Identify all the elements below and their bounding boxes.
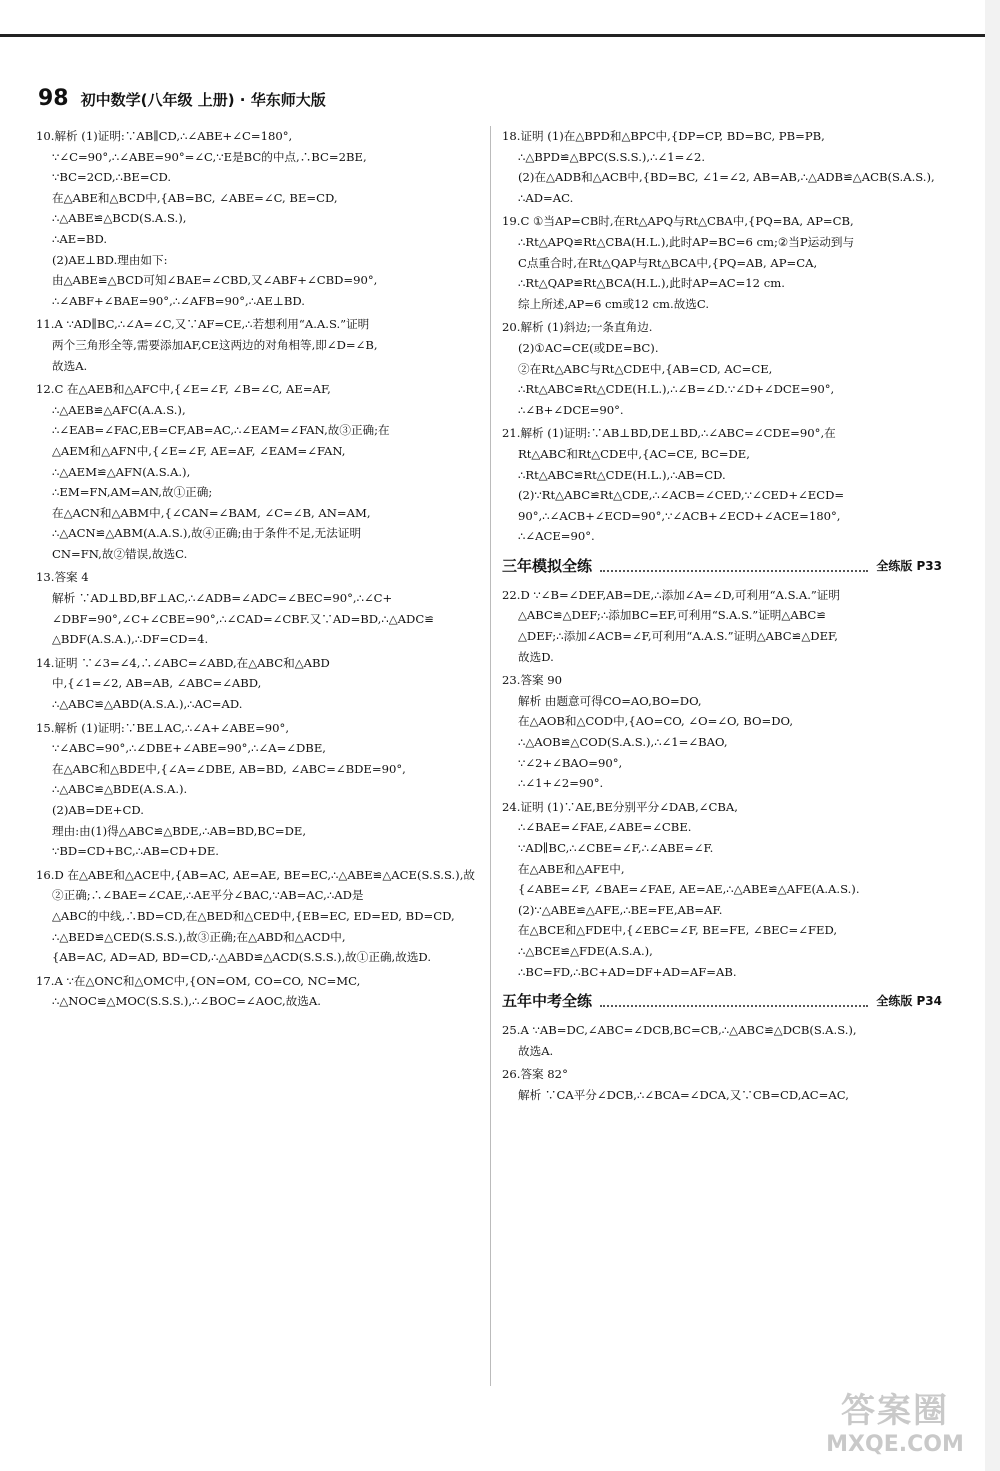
answer-line: ∴∠1+∠2=90°. bbox=[518, 776, 604, 791]
answer-item bbox=[36, 567, 484, 649]
answer-item bbox=[502, 1064, 942, 1105]
answer-item bbox=[36, 653, 484, 715]
answer-line: ∠DBF=90°,∠C+∠CBE=90°,∴∠CAD=∠CBF.又∵AD=BD,∴△ADC≌ bbox=[52, 611, 434, 626]
answer-item bbox=[502, 317, 942, 420]
answer-item bbox=[36, 718, 484, 862]
answer-line: (2)AB=DE+CD. bbox=[52, 803, 144, 817]
answer-line: △ABC的中线,∴BD=CD,在△BED和△CED中,{EB=EC, ED=ED, BD=CD, bbox=[52, 908, 455, 923]
watermark-site: MXQE.COM bbox=[826, 1432, 964, 1457]
answer-line: 16.D 在△ABE和△ACE中,{AB=AC, AE=AE, BE=EC,∴△ABE≌△ACE(S.S.S.),故 bbox=[36, 867, 475, 882]
answer-line: ∵∠2+∠BAO=90°, bbox=[518, 755, 623, 770]
answer-line: 20.解析 (1)斜边;一条直角边. bbox=[502, 320, 653, 335]
answer-line: 解析 由题意可得CO=AO,BO=DO, bbox=[518, 693, 702, 708]
answer-line: 在△BCE和△FDE中,{∠EBC=∠F, BE=FE, ∠BEC=∠FED, bbox=[518, 923, 838, 938]
answer-line: ∴Rt△APQ≌Rt△CBA(H.L.),此时AP=BC=6 cm;②当P运动到与 bbox=[518, 234, 855, 249]
watermark-main: 答案圈 bbox=[841, 1391, 949, 1431]
answer-line: 25.A ∵AB=DC,∠ABC=∠DCB,BC=CB,∴△ABC≌△DCB(S.A.S.), bbox=[502, 1023, 857, 1038]
answer-line: ∴∠BAE=∠FAE,∠ABE=∠CBE. bbox=[518, 820, 692, 835]
answer-line: ∴△BPD≌△BPC(S.S.S.),∴∠1=∠2. bbox=[518, 149, 706, 164]
answer-item bbox=[36, 865, 484, 968]
page-number: 98 bbox=[38, 86, 69, 111]
answer-item bbox=[502, 1020, 942, 1061]
answer-line: 故选A. bbox=[52, 358, 88, 373]
answer-line: (2)∵△ABE≌△AFE,∴BE=FE,AB=AF. bbox=[518, 902, 723, 917]
answer-line: ∴△ABC≌△BDE(A.S.A.). bbox=[52, 782, 188, 797]
section-title: 五年中考全练 bbox=[502, 991, 593, 1010]
answer-line: C点重合时,在Rt△QAP与Rt△BCA中,{PQ=AB, AP=CA, bbox=[518, 255, 818, 270]
answer-item bbox=[36, 379, 484, 564]
answer-line: 22.D ∵∠B=∠DEF,AB=DE,∴添加∠A=∠D,可利用“A.S.A.”证明 bbox=[502, 587, 840, 602]
answer-line: 解析 ∵CA平分∠DCB,∴∠BCA=∠DCA,又∵CB=CD,AC=AC, bbox=[518, 1087, 849, 1102]
answer-item bbox=[502, 126, 942, 208]
section-header bbox=[502, 988, 942, 1014]
answer-line: 理由:由(1)得△ABC≌△BDE,∴AB=BD,BC=DE, bbox=[52, 823, 307, 838]
watermark-logo bbox=[800, 1383, 990, 1463]
answer-line: ∴△NOC≌△MOC(S.S.S.),∴∠BOC=∠AOC,故选A. bbox=[52, 994, 321, 1009]
answer-item bbox=[36, 314, 484, 376]
answer-line: △BDF(A.S.A.),∴DF=CD=4. bbox=[52, 632, 209, 647]
section-leader-dots bbox=[600, 995, 868, 1007]
answer-line: 17.A ∵在△ONC和△OMC中,{ON=OM, CO=CO, NC=MC, bbox=[36, 973, 361, 988]
left-column bbox=[36, 126, 484, 1015]
answer-line: 14.证明 ∵∠3=∠4,∴∠ABC=∠ABD,在△ABC和△ABD bbox=[36, 655, 330, 670]
answer-line: 15.解析 (1)证明:∵BE⊥AC,∴∠A+∠ABE=90°, bbox=[36, 720, 290, 735]
answer-line: ②在Rt△ABC与Rt△CDE中,{AB=CD, AC=CE, bbox=[518, 361, 773, 376]
answer-line: {AB=AC, AD=AD, BD=CD,∴△ABD≌△ACD(S.S.S.),故①正确,故选D. bbox=[52, 950, 431, 965]
answer-line: 两个三角形全等,需要添加AF,CE这两边的对角相等,即∠D=∠B, bbox=[52, 337, 378, 352]
section-page-ref: 全练版 P34 bbox=[876, 993, 942, 1008]
answer-line: ∴△ABE≌△BCD(S.A.S.), bbox=[52, 211, 187, 226]
answer-line: 中,{∠1=∠2, AB=AB, ∠ABC=∠ABD, bbox=[52, 676, 262, 691]
answer-line: 在△ABC和△BDE中,{∠A=∠DBE, AB=BD, ∠ABC=∠BDE=90°, bbox=[52, 761, 406, 776]
answer-line: 19.C ①当AP=CB时,在Rt△APQ与Rt△CBA中,{PQ=BA, AP=CB, bbox=[502, 214, 854, 229]
answer-line: (2)在△ADB和△ACB中,{BD=BC, ∠1=∠2, AB=AB,∴△ADB≌△ACB(S.A.S.), bbox=[518, 170, 935, 185]
section-title: 三年模拟全练 bbox=[502, 556, 593, 575]
answer-line: 在△ABE和△BCD中,{AB=BC, ∠ABE=∠C, BE=CD, bbox=[52, 190, 338, 205]
answer-line: ∴△AEB≌△AFC(A.A.S.), bbox=[52, 402, 186, 417]
answer-item bbox=[502, 211, 942, 314]
answer-line: 在△AOB和△COD中,{AO=CO, ∠O=∠O, BO=DO, bbox=[518, 714, 794, 729]
answer-line: 在△ACN和△ABM中,{∠CAN=∠BAM, ∠C=∠B, AN=AM, bbox=[52, 505, 371, 520]
page-edge-shadow bbox=[985, 0, 1000, 1471]
answer-line: (2)①AC=CE(或DE=BC). bbox=[518, 340, 659, 355]
answer-line: 由△ABE≌△BCD可知∠BAE=∠CBD,又∠ABF+∠CBD=90°, bbox=[52, 273, 378, 288]
answer-line: △DEF;∴添加∠ACB=∠F,可利用“A.A.S.”证明△ABC≌△DEF, bbox=[518, 629, 838, 644]
answer-line: ∴△AOB≌△COD(S.A.S.),∴∠1=∠BAO, bbox=[518, 735, 728, 750]
answer-line: ∵∠C=90°,∴∠ABE=90°=∠C,∵E是BC的中点,∴BC=2BE, bbox=[52, 149, 367, 164]
answer-line: 90°,∴∠ACB+∠ECD=90°,∵∠ACB+∠ECD+∠ACE=180°, bbox=[518, 508, 841, 523]
page-header bbox=[38, 86, 326, 114]
answer-line: ∴AE=BD. bbox=[52, 231, 108, 246]
answer-line: ∴BC=FD,∴BC+AD=DF+AD=AF=AB. bbox=[518, 964, 737, 979]
answer-line: ②正确;∴∠BAE=∠CAE,∴AE平分∠BAC,∵AB=AC,∴AD是 bbox=[52, 888, 364, 903]
answer-item bbox=[502, 585, 942, 667]
answer-line: ∴△ACN≌△ABM(A.A.S.),故④正确;由于条件不足,无法证明 bbox=[52, 526, 362, 541]
answer-line: △AEM和△AFN中,{∠E=∠F, AE=AF, ∠EAM=∠FAN, bbox=[52, 443, 346, 458]
answer-line: Rt△ABC和Rt△CDE中,{AC=CE, BC=DE, bbox=[518, 446, 750, 461]
answer-line: 23.答案 90 bbox=[502, 673, 563, 688]
answer-line: ∵BC=2CD,∴BE=CD. bbox=[52, 170, 172, 185]
answer-item bbox=[502, 670, 942, 794]
answer-line: {∠ABE=∠F, ∠BAE=∠FAE, AE=AE,∴△ABE≌△AFE(A.A.S.). bbox=[518, 882, 860, 897]
answer-line: ∴△ABC≌△ABD(A.S.A.),∴AC=AD. bbox=[52, 697, 243, 712]
answer-line: ∴△BCE≌△FDE(A.S.A.), bbox=[518, 943, 653, 958]
answer-item bbox=[36, 126, 484, 311]
book-title: 初中数学(八年级 上册) · 华东师大版 bbox=[80, 91, 326, 109]
answer-line: 26.答案 82° bbox=[502, 1067, 568, 1082]
answer-line: 11.A ∵AD∥BC,∴∠A=∠C,又∵AF=CE,∴若想利用“A.A.S.”证明 bbox=[36, 317, 370, 332]
answer-line: 13.答案 4 bbox=[36, 570, 89, 585]
answer-line: 12.C 在△AEB和△AFC中,{∠E=∠F, ∠B=∠C, AE=AF, bbox=[36, 382, 331, 397]
section-header bbox=[502, 553, 942, 579]
answer-line: ∴Rt△QAP≌Rt△BCA(H.L.),此时AP=AC=12 cm. bbox=[518, 276, 785, 291]
section-leader-dots bbox=[600, 560, 868, 572]
answer-line: ∵BD=CD+BC,∴AB=CD+DE. bbox=[52, 844, 219, 859]
answer-line: 综上所述,AP=6 cm或12 cm.故选C. bbox=[518, 296, 710, 311]
answer-line: △ABC≌△DEF;∴添加BC=EF,可利用“S.A.S.”证明△ABC≌ bbox=[518, 608, 827, 623]
answer-line: 故选D. bbox=[518, 649, 554, 664]
answer-line: ∴∠ABF+∠BAE=90°,∴∠AFB=90°,∴AE⊥BD. bbox=[52, 293, 305, 308]
answer-line: ∴AD=AC. bbox=[518, 190, 574, 205]
answer-line: ∴∠B+∠DCE=90°. bbox=[518, 402, 624, 417]
answer-line: 24.证明 (1)∵AE,BE分别平分∠DAB,∠CBA, bbox=[502, 799, 738, 814]
answer-line: ∴△BED≌△CED(S.S.S.),故③正确;在△ABD和△ACD中, bbox=[52, 929, 346, 944]
answer-line: 10.解析 (1)证明:∵AB∥CD,∴∠ABE+∠C=180°, bbox=[36, 129, 293, 143]
answer-line: (2)AE⊥BD.理由如下: bbox=[52, 252, 168, 267]
answer-line: ∴Rt△ABC≌Rt△CDE(H.L.),∴∠B=∠D.∵∠D+∠DCE=90°, bbox=[518, 382, 835, 397]
answer-line: ∴EM=FN,AM=AN,故①正确; bbox=[52, 485, 213, 500]
answer-item bbox=[36, 971, 484, 1012]
answer-line: 18.证明 (1)在△BPD和△BPC中,{DP=CP, BD=BC, PB=PB, bbox=[502, 129, 825, 143]
answer-line: ∴△AEM≌△AFN(A.S.A.), bbox=[52, 464, 191, 479]
answer-line: ∵AD∥BC,∴∠CBE=∠F,∴∠ABE=∠F. bbox=[518, 841, 714, 855]
answer-line: ∴∠EAB=∠FAC,EB=CF,AB=AC,∴∠EAM=∠FAN,故③正确;在 bbox=[52, 423, 390, 438]
right-column bbox=[502, 126, 942, 1109]
answer-line: ∵∠ABC=90°,∴∠DBE+∠ABE=90°,∴∠A=∠DBE, bbox=[52, 741, 326, 756]
answer-line: 21.解析 (1)证明:∵AB⊥BD,DE⊥BD,∴∠ABC=∠CDE=90°,在 bbox=[502, 426, 836, 441]
top-rule bbox=[0, 34, 1000, 37]
answer-line: 故选A. bbox=[518, 1043, 554, 1058]
section-page-ref: 全练版 P33 bbox=[876, 558, 942, 573]
answer-item bbox=[502, 423, 942, 547]
answer-line: CN=FN,故②错误,故选C. bbox=[52, 546, 188, 561]
answer-line: ∴∠ACE=90°. bbox=[518, 529, 595, 544]
answer-line: 解析 ∵AD⊥BD,BF⊥AC,∴∠ADB=∠ADC=∠BEC=90°,∴∠C+ bbox=[52, 591, 393, 606]
answer-line: ∴Rt△ABC≌Rt△CDE(H.L.),∴AB=CD. bbox=[518, 467, 726, 482]
answer-line: 在△ABE和△AFE中, bbox=[518, 861, 625, 876]
answer-line: (2)∵Rt△ABC≌Rt△CDE,∴∠ACB=∠CED,∵∠CED+∠ECD= bbox=[518, 488, 845, 503]
answer-item bbox=[502, 797, 942, 982]
column-divider bbox=[490, 126, 491, 1386]
